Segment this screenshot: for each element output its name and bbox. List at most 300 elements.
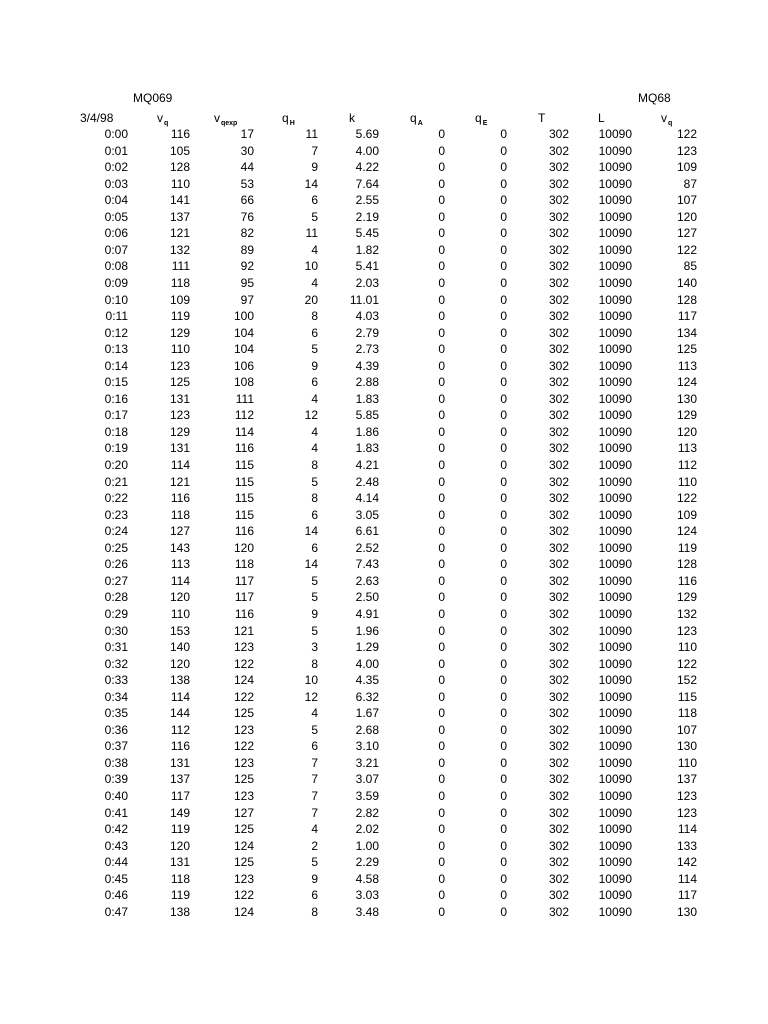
cell-k: 2.50 [355,590,379,605]
header-date: 3/4/98 [80,111,114,125]
cell-qe: 0 [500,176,507,191]
cell-l: 10090 [598,871,632,886]
cell-qe: 0 [500,474,507,489]
cell-vqexp: 122 [233,739,254,754]
cell-l: 10090 [598,507,632,522]
cell-vqexp: 125 [233,772,254,787]
cell-l: 10090 [598,822,632,837]
cell-qe: 0 [500,706,507,721]
cell-t: 302 [548,375,569,390]
cell-qh: 6 [311,540,318,555]
cell-t: 302 [548,739,569,754]
cell-vq2: 123 [676,143,697,158]
cell-l: 10090 [598,375,632,390]
cell-vqexp: 114 [234,424,254,439]
cell-qh: 9 [311,358,318,373]
cell-qh: 5 [311,590,318,605]
cell-l: 10090 [598,342,632,357]
cell-vqexp: 116 [234,524,254,539]
cell-vq2: 115 [677,689,697,704]
cell-vq2: 107 [676,722,697,737]
cell-qh: 4 [311,424,318,439]
cell-vq: 110 [170,606,190,621]
cell-qe: 0 [500,491,507,506]
cell-vq: 143 [169,540,190,555]
cell-vq: 119 [170,822,190,837]
cell-time: 0:26 [104,557,128,572]
cell-t: 302 [548,789,569,803]
cell-qe: 0 [500,606,507,621]
cell-k: 2.88 [355,375,379,390]
cell-qe: 0 [500,242,507,257]
cell-vqexp: 123 [233,640,254,655]
cell-l: 10090 [598,193,632,208]
cell-k: 1.00 [355,838,379,853]
cell-qe: 0 [500,408,507,423]
cell-vqexp: 122 [233,656,254,671]
cell-time: 0:02 [104,160,128,175]
cell-vqexp: 115 [234,474,254,489]
cell-l: 10090 [598,673,632,688]
cell-l: 10090 [598,143,632,158]
table-row [0,589,768,606]
cell-vqexp: 117 [234,573,254,588]
cell-qh: 2 [311,838,318,853]
cell-vqexp: 123 [233,789,254,803]
table-row [0,821,768,838]
cell-qh: 5 [311,623,318,638]
cell-qe: 0 [500,309,507,324]
cell-l: 10090 [598,805,632,820]
cell-l: 10090 [598,491,632,506]
cell-qa: 0 [438,822,445,837]
cell-vq2: 122 [676,242,697,257]
cell-time: 0:45 [104,871,128,886]
cell-vq: 131 [169,755,190,770]
table-row [0,705,768,722]
cell-k: 4.39 [355,358,379,373]
cell-vqexp: 44 [240,160,254,175]
cell-vqexp: 124 [233,673,254,688]
cell-vqexp: 66 [240,193,254,208]
table-row [0,523,768,540]
header-k: k [349,111,355,125]
cell-t: 302 [548,160,569,175]
cell-qa: 0 [438,160,445,175]
cell-qh: 4 [311,275,318,290]
cell-vq: 119 [170,309,190,324]
cell-time: 0:09 [104,275,128,290]
cell-vq2: 122 [676,656,697,671]
cell-qa: 0 [438,507,445,522]
cell-t: 302 [548,855,569,870]
cell-qh: 7 [311,805,318,820]
cell-vq2: 120 [676,209,697,224]
cell-qe: 0 [500,722,507,737]
cell-k: 2.19 [355,209,379,224]
cell-t: 302 [548,424,569,439]
cell-qe: 0 [500,904,507,919]
cell-l: 10090 [598,623,632,638]
cell-qe: 0 [500,640,507,655]
cell-time: 0:24 [104,524,128,539]
cell-vq: 111 [171,259,190,274]
cell-vq: 110 [170,342,190,357]
cell-time: 0:32 [104,656,128,671]
cell-vqexp: 125 [233,706,254,721]
cell-qh: 6 [311,507,318,522]
cell-qa: 0 [438,259,445,274]
cell-vq: 131 [169,441,190,456]
cell-vqexp: 122 [233,888,254,903]
cell-qa: 0 [438,176,445,191]
cell-vqexp: 104 [233,325,254,340]
cell-l: 10090 [598,590,632,605]
cell-vqexp: 116 [234,606,254,621]
cell-vq: 112 [170,722,190,737]
cell-vq2: 113 [677,441,697,456]
cell-qe: 0 [500,871,507,886]
cell-vq: 141 [169,193,190,208]
cell-vq2: 142 [676,855,697,870]
cell-qh: 7 [311,755,318,770]
cell-t: 302 [548,127,569,141]
table-row [0,308,768,325]
cell-vq2: 110 [677,640,697,655]
cell-qh: 4 [311,441,318,456]
cell-t: 302 [548,640,569,655]
cell-vq: 110 [170,176,190,191]
cell-vq: 144 [169,706,190,721]
cell-time: 0:34 [104,689,128,704]
cell-qa: 0 [438,772,445,787]
cell-k: 2.48 [355,474,379,489]
cell-vqexp: 76 [240,209,254,224]
cell-l: 10090 [598,226,632,241]
table-row [0,672,768,689]
cell-vqexp: 112 [234,408,254,423]
table-row [0,192,768,209]
table-row [0,143,768,160]
cell-vqexp: 116 [234,441,254,456]
cell-k: 2.63 [355,573,379,588]
cell-qa: 0 [438,408,445,423]
cell-vq: 116 [170,739,190,754]
cell-time: 0:12 [104,325,128,340]
cell-qa: 0 [438,242,445,257]
cell-t: 302 [548,623,569,638]
table-row [0,258,768,275]
cell-time: 0:30 [104,623,128,638]
cell-qh: 5 [311,474,318,489]
cell-t: 302 [548,391,569,406]
cell-k: 2.79 [355,325,379,340]
cell-k: 3.59 [355,789,379,803]
cell-t: 302 [548,772,569,787]
cell-qh: 6 [311,193,318,208]
cell-time: 0:11 [105,309,128,324]
cell-t: 302 [548,358,569,373]
header-t: T [538,111,546,125]
table-row [0,275,768,292]
cell-qh: 7 [311,772,318,787]
cell-vq: 119 [170,888,190,903]
cell-qh: 6 [311,888,318,903]
cell-qe: 0 [500,292,507,307]
cell-vqexp: 97 [240,292,254,307]
cell-l: 10090 [598,309,632,324]
cell-vq: 153 [169,623,190,638]
cell-l: 10090 [598,160,632,175]
cell-qe: 0 [500,888,507,903]
header-qe-main: q [475,111,482,125]
cell-qe: 0 [500,557,507,572]
cell-l: 10090 [598,722,632,737]
cell-t: 302 [548,722,569,737]
cell-k: 5.69 [355,127,379,141]
cell-vq2: 122 [676,127,697,141]
cell-vq: 127 [169,524,190,539]
cell-time: 0:25 [104,540,128,555]
cell-qh: 10 [304,259,318,274]
table-row [0,209,768,226]
cell-k: 5.85 [355,408,379,423]
cell-time: 0:13 [104,342,128,357]
cell-vqexp: 104 [233,342,254,357]
cell-t: 302 [548,143,569,158]
cell-t: 302 [548,805,569,820]
cell-time: 0:23 [104,507,128,522]
cell-time: 0:27 [104,573,128,588]
cell-qh: 10 [304,673,318,688]
header-vq-main: v [157,111,163,125]
cell-vq: 140 [169,640,190,655]
cell-time: 0:00 [104,127,128,141]
cell-t: 302 [548,491,569,506]
cell-l: 10090 [598,325,632,340]
cell-t: 302 [548,755,569,770]
cell-k: 4.14 [355,491,379,506]
table-row [0,507,768,524]
cell-qe: 0 [500,143,507,158]
cell-vq2: 128 [676,557,697,572]
cell-vq: 138 [169,904,190,919]
cell-vq: 114 [170,689,190,704]
cell-time: 0:20 [104,458,128,472]
cell-qh: 12 [304,689,318,704]
cell-vqexp: 115 [234,507,254,522]
cell-vqexp: 118 [234,557,254,572]
cell-vq2: 123 [676,623,697,638]
cell-k: 2.29 [355,855,379,870]
cell-qa: 0 [438,127,445,141]
cell-time: 0:10 [104,292,128,307]
cell-qa: 0 [438,656,445,671]
cell-vq2: 116 [677,573,697,588]
cell-qe: 0 [500,772,507,787]
cell-vq2: 110 [677,474,697,489]
cell-qa: 0 [438,441,445,456]
table-row [0,292,768,309]
cell-vq2: 112 [677,458,697,472]
cell-vqexp: 121 [233,623,254,638]
cell-k: 4.35 [355,673,379,688]
header-vqexp-sub: qexp [221,120,238,127]
cell-vqexp: 123 [233,722,254,737]
cell-k: 1.96 [355,623,379,638]
cell-l: 10090 [598,259,632,274]
cell-k: 7.43 [355,557,379,572]
cell-vq2: 137 [676,772,697,787]
cell-k: 4.22 [355,160,379,175]
cell-l: 10090 [598,855,632,870]
cell-l: 10090 [598,474,632,489]
cell-qe: 0 [500,127,507,141]
cell-time: 0:43 [104,838,128,853]
table-row [0,755,768,772]
cell-qe: 0 [500,226,507,241]
cell-qa: 0 [438,573,445,588]
cell-l: 10090 [598,441,632,456]
cell-t: 302 [548,259,569,274]
cell-vqexp: 125 [233,822,254,837]
cell-vq: 128 [169,160,190,175]
cell-t: 302 [548,342,569,357]
cell-qa: 0 [438,640,445,655]
cell-l: 10090 [598,789,632,803]
cell-qh: 12 [304,408,318,423]
cell-l: 10090 [598,656,632,671]
cell-vqexp: 123 [233,871,254,886]
cell-qa: 0 [438,424,445,439]
cell-l: 10090 [598,606,632,621]
cell-time: 0:19 [104,441,128,456]
cell-qe: 0 [500,160,507,175]
table-row [0,490,768,507]
cell-time: 0:14 [104,358,128,373]
cell-vqexp: 115 [234,458,254,472]
table-row [0,573,768,590]
cell-qe: 0 [500,656,507,671]
cell-vq2: 152 [676,673,697,688]
cell-qa: 0 [438,309,445,324]
header-qa [410,110,423,126]
cell-vq2: 114 [677,822,697,837]
cell-vq2: 133 [676,838,697,853]
cell-t: 302 [548,822,569,837]
cell-k: 2.02 [355,822,379,837]
cell-k: 1.29 [355,640,379,655]
cell-k: 5.41 [355,259,379,274]
cell-k: 4.91 [355,606,379,621]
cell-time: 0:21 [104,474,128,489]
cell-qe: 0 [500,838,507,853]
table-row [0,838,768,855]
cell-qe: 0 [500,193,507,208]
table-row [0,457,768,474]
cell-vq: 123 [169,408,190,423]
cell-k: 4.03 [355,309,379,324]
cell-qe: 0 [500,358,507,373]
cell-time: 0:07 [104,242,128,257]
cell-k: 3.05 [355,507,379,522]
cell-k: 11.01 [349,292,379,307]
header-l: L [598,111,605,125]
cell-time: 0:08 [104,259,128,274]
cell-qa: 0 [438,871,445,886]
table-row [0,738,768,755]
cell-time: 0:15 [104,375,128,390]
cell-k: 2.55 [355,193,379,208]
cell-qe: 0 [500,507,507,522]
cell-t: 302 [548,507,569,522]
table-row [0,639,768,656]
cell-vq2: 122 [676,491,697,506]
cell-time: 0:41 [104,805,128,820]
cell-time: 0:18 [104,424,128,439]
cell-time: 0:05 [104,209,128,224]
cell-k: 7.64 [355,176,379,191]
cell-vq2: 123 [676,789,697,803]
cell-time: 0:40 [104,789,128,803]
cell-qe: 0 [500,259,507,274]
cell-t: 302 [548,689,569,704]
header-qe [475,110,487,126]
table-row [0,407,768,424]
cell-vq: 118 [170,275,190,290]
cell-l: 10090 [598,772,632,787]
cell-vq: 114 [170,458,190,472]
table-row [0,722,768,739]
header-qa-main: q [410,111,417,125]
cell-vq: 132 [169,242,190,257]
table-row [0,341,768,358]
cell-l: 10090 [598,209,632,224]
cell-t: 302 [548,292,569,307]
title-mq069: MQ069 [133,91,173,105]
cell-qh: 5 [311,342,318,357]
cell-l: 10090 [598,292,632,307]
header-vq-2 [661,110,672,126]
cell-vqexp: 123 [233,755,254,770]
cell-k: 1.83 [355,391,379,406]
cell-qh: 9 [311,871,318,886]
cell-qe: 0 [500,391,507,406]
cell-qh: 9 [311,160,318,175]
cell-vq: 114 [170,573,190,588]
cell-qe: 0 [500,375,507,390]
cell-qe: 0 [500,540,507,555]
cell-t: 302 [548,209,569,224]
header-qe-sub: E [482,120,488,127]
cell-qe: 0 [500,590,507,605]
cell-k: 4.00 [355,143,379,158]
cell-qa: 0 [438,540,445,555]
cell-time: 0:01 [104,143,128,158]
table-row [0,788,768,805]
cell-l: 10090 [598,838,632,853]
header-qh-sub: H [289,120,295,127]
cell-t: 302 [548,176,569,191]
cell-qa: 0 [438,342,445,357]
table-row [0,176,768,193]
cell-vq: 129 [169,424,190,439]
cell-qa: 0 [438,193,445,208]
table-row [0,374,768,391]
cell-vq2: 119 [677,540,697,555]
cell-qe: 0 [500,524,507,539]
cell-t: 302 [548,590,569,605]
